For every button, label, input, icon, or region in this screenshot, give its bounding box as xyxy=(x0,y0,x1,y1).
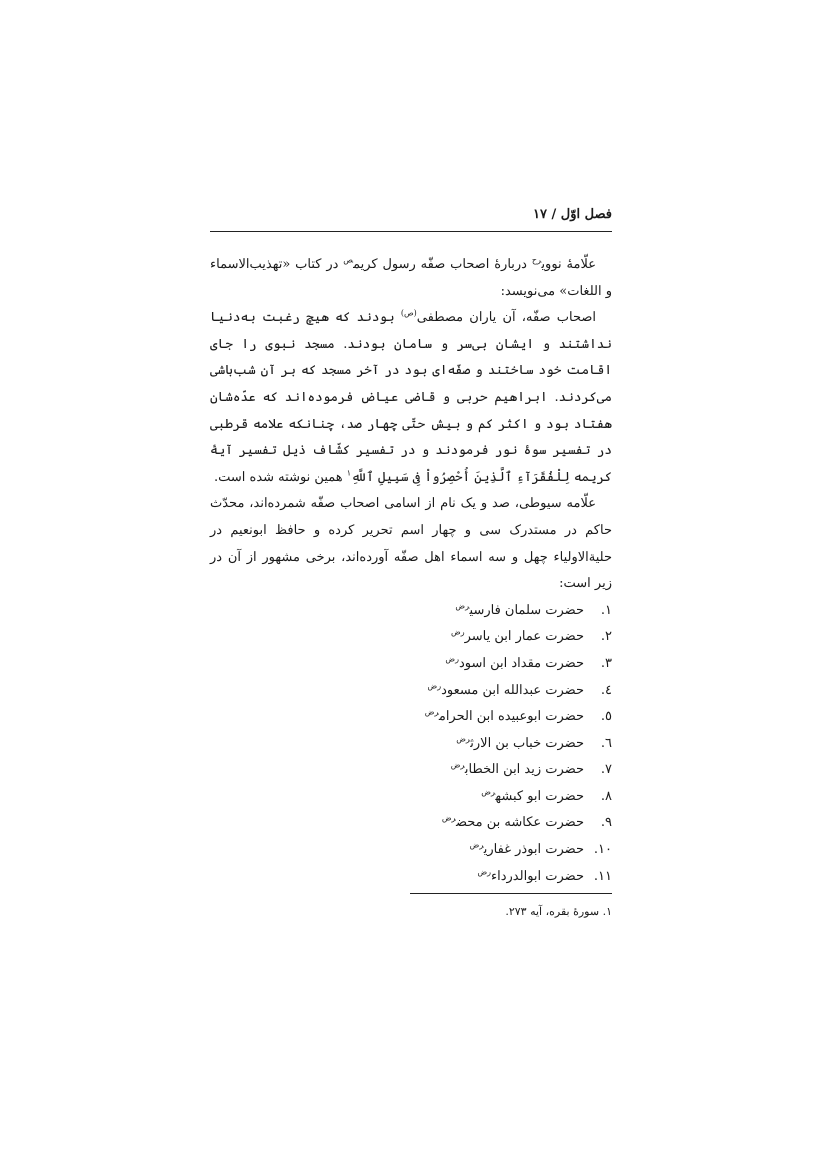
honorific-superscript: رض xyxy=(456,734,471,744)
list-item-number: ٥. xyxy=(600,709,612,725)
list-item-number: ٤. xyxy=(600,682,612,698)
footnote: ١. سورۀ بقره، آیه ٢٧٣. xyxy=(505,905,612,918)
list-item-name: حضرت ابوعبیده ابن الحرام xyxy=(438,709,584,725)
list-item-number: ١٠. xyxy=(593,842,612,858)
list-item-name: حضرت سلمان فارسی xyxy=(469,602,584,618)
paragraph-3: علّامه سیوطی، صد و یک نام از اسامی اصحاب صفّه شمرده‌اند، محدّث حاکم در مستدرک سی و چهار اسم تحریر کرده و حافظ ابونعیم در حلیة‌الاولیاء چهل و سه اسماء اهل صفّه آورده‌اند، برخی مشهور از آن در زیر است: xyxy=(210,496,612,592)
list-item-name: حضرت عکاشه بن محض xyxy=(455,815,584,831)
footnote-divider xyxy=(410,893,612,894)
list-item-number: ٢. xyxy=(600,629,612,645)
list-item xyxy=(210,731,612,758)
list-item xyxy=(210,837,612,864)
list-item-name: حضرت خباب بن الارث xyxy=(470,735,584,751)
list-item-name: حضرت ابوالدرداء xyxy=(491,868,584,884)
list-item xyxy=(210,784,612,811)
honorific-superscript: رض xyxy=(424,707,439,717)
honorific-superscript: رض xyxy=(450,760,465,770)
honorific-superscript: رض xyxy=(481,787,496,797)
paragraph-1: علّامۀ نووی$^{رح}$ دربارۀ اصحاب صفّه رسول کریم$^ص$ در کتاب «تهذیب‌الاسماء و اللغات» می‌نویسد: xyxy=(210,255,612,299)
honorific-superscript: رض xyxy=(455,601,470,611)
page-header xyxy=(210,205,612,232)
honorific-superscript: ص xyxy=(343,255,354,265)
honorific-superscript: رض xyxy=(441,814,456,824)
honorific-superscript: رض xyxy=(427,681,442,691)
honorific-superscript: رح xyxy=(531,255,542,265)
names-list xyxy=(210,598,612,891)
list-item xyxy=(210,598,612,625)
list-item xyxy=(210,864,612,891)
honorific-superscript: رض xyxy=(451,627,465,637)
list-item-number: ٨. xyxy=(600,788,612,804)
honorific-superscript: رض xyxy=(477,867,491,877)
list-item-name: حضرت مقداد ابن اسود xyxy=(458,655,584,671)
list-item xyxy=(210,704,612,731)
footnote-marker[interactable]: ١ xyxy=(346,468,352,478)
list-item xyxy=(210,678,612,705)
list-item-number: ١. xyxy=(600,602,612,618)
list-item-number: ١١. xyxy=(593,868,612,884)
list-item xyxy=(210,624,612,651)
paragraph-2: اصحاب صفّه، آن یاران مصطفی$^{(ص)}$ بودند که هیچ رغبت به‌دنیا نداشتند و ایشان بی‌سر و سامان بودند. مسجد نبوی را جای اقامت خود ساختند و صفّه‌ای بود در آخر مسجد که بر آن شب‌باشی می‌کردند. ابراهیم حربی و قاضی عیاض فرموده‌اند که عدّه‌شان هفتاد بود و اکثر کم و بیش حتّی چهار صد، چنانکه علامه قرطبی در تفسیر سوۀ نور فرمودند و در تفسیر کشّاف ذیل تفسیر آیۀ کریمه لِلْفُقَرَآءِ ٱلَّذِينَ أُحْصِرُواْ فِى سَبِيلِ ٱللَّهِ$^١$ همین نوشته شده است. xyxy=(210,308,612,485)
list-item xyxy=(210,757,612,784)
list-item xyxy=(210,651,612,678)
list-item-name: حضرت عبدالله ابن مسعود xyxy=(441,682,584,698)
honorific-superscript: (ص) xyxy=(400,308,417,318)
list-item-name: حضرت ابو کبشه xyxy=(495,788,584,804)
honorific-superscript: رض xyxy=(445,654,459,664)
list-item-name: حضرت عمار ابن یاسر xyxy=(464,629,584,645)
list-item-number: ٦. xyxy=(600,735,612,751)
list-item-name: حضرت ابوذر غفاری xyxy=(483,842,584,858)
body-text xyxy=(210,252,612,890)
list-item-number: ٣. xyxy=(600,655,612,671)
honorific-superscript: رض xyxy=(469,840,484,850)
list-item-name: حضرت زید ابن الخطاب xyxy=(464,762,584,778)
list-item-number: ٩. xyxy=(600,815,612,831)
list-item-number: ٧. xyxy=(600,762,612,778)
list-item xyxy=(210,810,612,837)
running-header: فصل اوّل / ١٧ xyxy=(533,207,612,222)
